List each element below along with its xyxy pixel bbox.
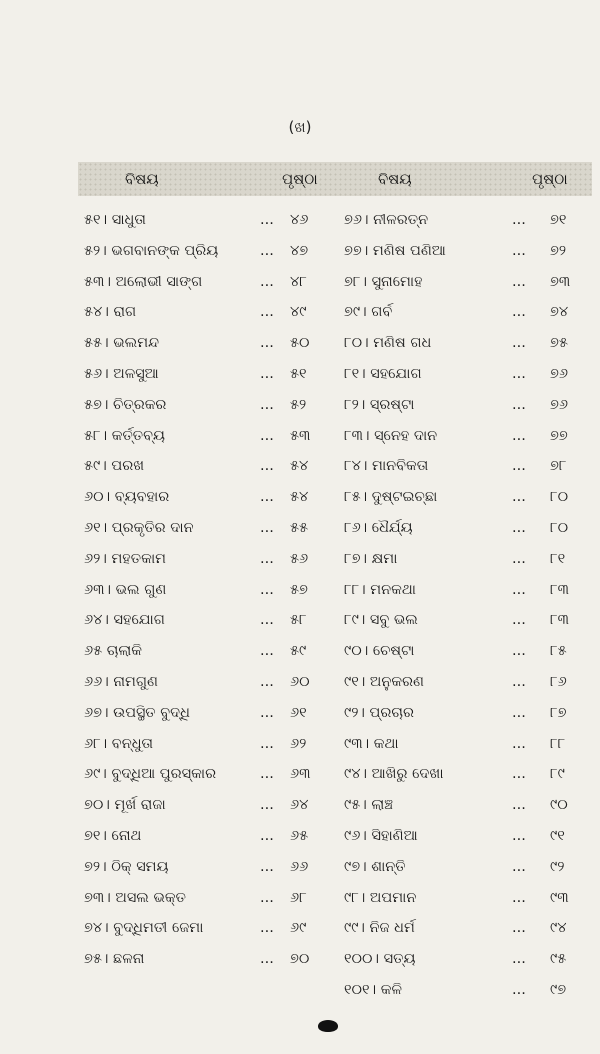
- toc-entry-page: ୮୩: [550, 612, 569, 629]
- toc-entry-page: ୬୬: [290, 858, 309, 875]
- toc-entry-title: ୭୩। ଅସଲ ଭକ୍ତ: [84, 889, 186, 906]
- toc-entry-leader: ...: [260, 797, 274, 814]
- toc-entry-leader: ...: [260, 489, 274, 506]
- toc-entry-leader: ...: [512, 365, 526, 382]
- toc-entry-leader: ...: [512, 951, 526, 968]
- toc-left-column: [84, 205, 334, 975]
- toc-entry-leader: ...: [512, 458, 526, 475]
- toc-entry-title: ୮୧। ସହଯୋଗ: [344, 365, 422, 382]
- toc-entry: [344, 205, 594, 236]
- toc-entry-leader: ...: [260, 304, 274, 321]
- toc-entry: [84, 636, 334, 667]
- toc-entry-page: ୭୫: [550, 335, 568, 352]
- toc-entry-page: ୫୨: [290, 396, 307, 413]
- toc-entry-title: ୫୩। ଅଲୋଭୀ ସାଙ୍ଗ: [84, 273, 203, 290]
- toc-entry-leader: ...: [512, 889, 526, 906]
- toc-entry-title: ୮୦। ମଣିଷ ଗଧ: [344, 335, 432, 352]
- toc-entry: [84, 883, 334, 914]
- toc-entry-page: ୭୬: [550, 365, 568, 382]
- toc-entry-leader: ...: [512, 858, 526, 875]
- toc-entry-title: ୬୦। ବ୍ୟବହାର: [84, 489, 170, 506]
- toc-entry-title: ୯୬। ସିହାଣିଆ: [344, 827, 418, 844]
- toc-entry-page: ୮୭: [550, 704, 567, 721]
- toc-entry: [84, 729, 334, 760]
- toc-entry: [84, 451, 334, 482]
- toc-entry: [344, 913, 594, 944]
- toc-entry-page: ୬୯: [290, 920, 307, 937]
- toc-entry: [84, 359, 334, 390]
- toc-entry: [84, 790, 334, 821]
- toc-entry-leader: ...: [260, 643, 274, 660]
- toc-entry-title: ୬୯। ବୁଦ୍ଧିଆ ପୁରସ୍କାର: [84, 766, 217, 783]
- toc-entry: [84, 297, 334, 328]
- toc-entry-leader: ...: [260, 612, 274, 629]
- toc-entry-page: ୬୩: [290, 766, 311, 783]
- toc-entry-page: ୮୦: [550, 489, 569, 506]
- toc-entry-title: ୧୦୦। ସତ୍ୟ: [344, 951, 416, 968]
- toc-entry-page: ୬୦: [290, 673, 310, 690]
- toc-entry-title: ୬୪। ସହଯୋଗ: [84, 612, 165, 629]
- toc-entry: [84, 421, 334, 452]
- toc-entry: [344, 790, 594, 821]
- toc-entry-title: ୮୮। ମନକଥା: [344, 581, 416, 598]
- toc-entry-page: ୪୮: [290, 273, 307, 290]
- toc-entry-page: ୮୩: [550, 581, 569, 598]
- toc-entry: [344, 544, 594, 575]
- toc-entry: [84, 328, 334, 359]
- toc-entry-page: ୫୧: [290, 365, 307, 382]
- toc-entry-page: ୯୧: [550, 827, 565, 844]
- toc-entry-leader: ...: [260, 581, 274, 598]
- toc-entry-page: ୫୦: [290, 335, 310, 352]
- toc-entry: [84, 205, 334, 236]
- toc-entry: [344, 421, 594, 452]
- toc-entry-page: ୪୬: [290, 212, 309, 228]
- header-left-page: ପୃଷ୍ଠା: [282, 170, 318, 188]
- toc-entry-title: ୫୨। ଭଗବାନଙ୍କ ପ୍ରିୟ: [84, 242, 219, 259]
- toc-entry-title: ୬୮। ବନ୍ଧୁତା: [84, 735, 154, 752]
- header-left-subject: ବିଷୟ: [125, 170, 159, 188]
- toc-entry-title: ୭୧। ନୋଥ: [84, 827, 142, 844]
- toc-entry: [84, 544, 334, 575]
- toc-entry-page: ୭୪: [550, 304, 569, 321]
- toc-entry: [344, 975, 594, 1006]
- toc-right-column: [344, 205, 594, 1006]
- toc-entry-title: ୭୯। ଗର୍ବ: [344, 304, 393, 321]
- toc-entry-title: ୬୭। ଉପସ୍ଥିତ ବୁଦ୍ଧି: [84, 704, 190, 721]
- toc-entry-leader: ...: [512, 612, 526, 629]
- toc-entry-leader: ...: [512, 981, 526, 998]
- toc-entry-leader: ...: [260, 519, 274, 536]
- toc-entry-leader: ...: [512, 704, 526, 721]
- toc-entry-page: ୬୮: [290, 889, 307, 906]
- toc-entry: [344, 390, 594, 421]
- toc-entry-leader: ...: [512, 735, 526, 752]
- toc-entry: [344, 883, 594, 914]
- toc-entry-page: ୪୯: [290, 304, 307, 321]
- toc-entry: [84, 267, 334, 298]
- toc-entry-page: ୬୧: [290, 704, 307, 721]
- toc-entry-leader: ...: [260, 242, 274, 259]
- toc-entry-page: ୯୫: [550, 951, 567, 968]
- toc-entry-title: ୫୯। ପରଖ: [84, 458, 145, 475]
- toc-entry-page: ୫୭: [290, 581, 308, 598]
- toc-entry: [344, 328, 594, 359]
- toc-entry-title: ୯୭। ଶାନ୍ତି: [344, 858, 406, 875]
- toc-entry-leader: ...: [260, 858, 274, 875]
- toc-entry-title: ୫୬। ଅଳସୁଆ: [84, 365, 159, 382]
- toc-entry: [344, 944, 594, 975]
- toc-entry: [344, 513, 594, 544]
- toc-entry-title: ୭୦। ମୂର୍ଖ ରାଜା: [84, 797, 166, 814]
- toc-entry-leader: ...: [260, 704, 274, 721]
- toc-entry-title: ୭୪। ବୁଦ୍ଧିମତୀ ଜେମା: [84, 920, 204, 937]
- toc-entry-title: ୫୫। ଭଲମନ୍ଦ: [84, 335, 160, 352]
- toc-entry-page: ୫୮: [290, 612, 307, 629]
- toc-entry-page: ୯୩: [550, 889, 569, 906]
- toc-entry-leader: ...: [512, 489, 526, 506]
- header-right-subject: ବିଷୟ: [378, 170, 412, 188]
- toc-entry: [84, 852, 334, 883]
- toc-entry: [84, 913, 334, 944]
- toc-entry-leader: ...: [512, 427, 526, 444]
- toc-entry-title: ୯୪। ଆଖିରୁ ଦେଖା: [344, 766, 444, 783]
- toc-entry-page: ୭୧: [550, 212, 567, 228]
- toc-entry-leader: ...: [260, 427, 274, 444]
- toc-entry-leader: ...: [512, 273, 526, 290]
- toc-entry-title: ୮୩। ସ୍ନେହ ଦାନ: [344, 427, 438, 444]
- toc-entry-leader: ...: [260, 766, 274, 783]
- toc-entry-page: ୭୮: [550, 458, 567, 475]
- header-right-page: ପୃଷ୍ଠା: [532, 170, 568, 188]
- toc-entry-page: ୮୫: [550, 643, 567, 660]
- toc-entry: [344, 698, 594, 729]
- toc-entry-title: ୫୪। ରାଗ: [84, 304, 137, 321]
- toc-entry-title: ୧୦୧। କଳି: [344, 981, 402, 998]
- toc-entry-title: ୯୦। ଚେଷ୍ଟା: [344, 643, 415, 660]
- toc-entry-title: ୬୩। ଭଲ ଗୁଣ: [84, 581, 167, 598]
- toc-entry-page: ୫୬: [290, 550, 309, 567]
- toc-entry-page: ୫୪: [290, 489, 309, 506]
- toc-entry-title: ୮୯। ସବୁ ଭଲ: [344, 612, 418, 629]
- toc-entry-title: ୯୨। ପ୍ରଚାର: [344, 704, 414, 721]
- toc-entry-title: ୯୩। କଥା: [344, 735, 399, 752]
- toc-entry: [84, 944, 334, 975]
- toc-entry-title: ୫୭। ଚିତ୍ରକର: [84, 396, 167, 413]
- toc-entry-title: ୯୧। ଅନୁକରଣ: [344, 673, 424, 690]
- toc-entry-leader: ...: [512, 581, 526, 598]
- toc-entry-title: ୯୫। ଲାଞ୍ଚ: [344, 797, 394, 814]
- toc-entry-leader: ...: [512, 827, 526, 844]
- page-label: (ଖ): [288, 118, 312, 136]
- toc-entry-title: ୬୧। ପ୍ରକୃତିର ଦାନ: [84, 519, 194, 536]
- toc-entry: [344, 759, 594, 790]
- toc-entry-leader: ...: [260, 951, 274, 968]
- toc-entry-leader: ...: [260, 212, 274, 228]
- toc-entry-title: ୯୮। ଅପମାନ: [344, 889, 417, 906]
- toc-entry-page: ୮୧: [550, 550, 566, 567]
- toc-entry-page: ୬୪: [290, 797, 309, 814]
- toc-entry-page: ୭୨: [550, 242, 567, 259]
- toc-entry-title: ୬୨। ମହତକାମ: [84, 550, 166, 567]
- toc-entry-leader: ...: [512, 335, 526, 352]
- toc-entry-page: ୯୭: [550, 981, 567, 998]
- toc-entry-leader: ...: [260, 273, 274, 290]
- toc-entry: [84, 667, 334, 698]
- toc-entry-page: ୭୦: [290, 951, 310, 968]
- toc-entry-leader: ...: [512, 550, 526, 567]
- toc-entry: [84, 575, 334, 606]
- toc-entry: [84, 513, 334, 544]
- toc-entry: [344, 297, 594, 328]
- toc-entry-leader: ...: [512, 766, 526, 783]
- toc-entry-leader: ...: [260, 396, 274, 413]
- toc-entry-page: ୭୩: [550, 273, 571, 290]
- toc-entry-page: ୮୬: [550, 673, 567, 690]
- ink-mark: [318, 1020, 338, 1032]
- toc-entry-leader: ...: [512, 673, 526, 690]
- toc-entry: [344, 482, 594, 513]
- toc-entry-leader: ...: [260, 365, 274, 382]
- toc-entry-leader: ...: [260, 458, 274, 475]
- toc-entry-title: ୭୨। ଠିକ୍ ସମୟ: [84, 858, 169, 875]
- toc-entry-leader: ...: [512, 797, 526, 814]
- toc-entry-title: ୭୫। ଛଳନା: [84, 951, 145, 968]
- toc-entry-leader: ...: [512, 643, 526, 660]
- toc-entry: [84, 236, 334, 267]
- toc-entry-page: ୯୦: [550, 797, 568, 814]
- toc-entry-title: ୫୧। ସାଧୁତା: [84, 212, 146, 228]
- toc-entry-page: ୭୭: [550, 427, 568, 444]
- toc-entry: [344, 821, 594, 852]
- toc-entry-title: ୬୫ ଚାଲାକି: [84, 643, 142, 660]
- toc-entry: [344, 359, 594, 390]
- toc-entry-leader: ...: [260, 550, 274, 567]
- toc-entry: [84, 698, 334, 729]
- toc-entry: [344, 729, 594, 760]
- toc-entry: [344, 667, 594, 698]
- toc-entry: [84, 482, 334, 513]
- toc-entry-title: ୮୪। ମାନବିକତା: [344, 458, 429, 475]
- toc-entry-page: ୮୯: [550, 766, 565, 783]
- toc-entry-leader: ...: [260, 827, 274, 844]
- toc-entry-page: ୪୭: [290, 242, 309, 259]
- toc-entry-title: ୯୯। ନିଜ ଧର୍ମ: [344, 920, 415, 937]
- toc-entry-leader: ...: [512, 920, 526, 937]
- toc-entry-page: ୯୪: [550, 920, 567, 937]
- toc-entry-title: ୭୮। ସୁନାମୋହ: [344, 273, 423, 290]
- toc-entry: [344, 636, 594, 667]
- toc-entry-page: ୫୫: [290, 519, 309, 536]
- toc-entry-leader: ...: [260, 920, 274, 937]
- toc-entry-page: ୮୮: [550, 735, 566, 752]
- toc-entry-leader: ...: [260, 335, 274, 352]
- toc-entry: [84, 390, 334, 421]
- toc-entry-leader: ...: [512, 242, 526, 259]
- toc-entry-page: ୬୨: [290, 735, 307, 752]
- toc-entry: [84, 759, 334, 790]
- toc-entry: [84, 821, 334, 852]
- toc-entry-title: ୮୭। କ୍ଷମା: [344, 550, 398, 567]
- toc-entry-title: ୮୫। ଦୁଷ୍ଟଇଚ୍ଛା: [344, 489, 438, 506]
- toc-entry-page: ୭୬: [550, 396, 568, 413]
- toc-entry: [344, 575, 594, 606]
- toc-entry-title: ୬୬। ନାମଗୁଣ: [84, 673, 158, 690]
- toc-entry: [344, 236, 594, 267]
- toc-entry-page: ୫୩: [290, 427, 311, 444]
- toc-entry-leader: ...: [512, 396, 526, 413]
- toc-entry-leader: ...: [512, 519, 526, 536]
- toc-entry-page: ୬୫: [290, 827, 309, 844]
- toc-entry: [344, 605, 594, 636]
- toc-entry-leader: ...: [260, 673, 274, 690]
- toc-entry-page: ୫୯: [290, 643, 307, 660]
- toc-entry-page: ୫୪: [290, 458, 309, 475]
- toc-entry-title: ୮୬। ଧୈର୍ଯ୍ୟ: [344, 519, 413, 536]
- toc-entry-title: ୭୭। ମଣିଷ ପଣିଆ: [344, 242, 446, 259]
- toc-entry: [344, 852, 594, 883]
- toc-entry-leader: ...: [512, 212, 526, 228]
- toc-entry: [344, 267, 594, 298]
- toc-entry-leader: ...: [260, 889, 274, 906]
- toc-entry: [344, 451, 594, 482]
- toc-entry-page: ୮୦: [550, 519, 569, 536]
- toc-entry-title: ୭୬। ନୀଳରତ୍ନ: [344, 212, 429, 228]
- toc-entry-leader: ...: [260, 735, 274, 752]
- toc-entry-leader: ...: [512, 304, 526, 321]
- toc-entry: [84, 605, 334, 636]
- toc-entry-page: ୯୨: [550, 858, 565, 875]
- toc-entry-title: ୫୮। କର୍ତ୍ତବ୍ୟ: [84, 427, 165, 444]
- toc-entry-title: ୮୨। ସ୍ରଷ୍ଟା: [344, 396, 415, 413]
